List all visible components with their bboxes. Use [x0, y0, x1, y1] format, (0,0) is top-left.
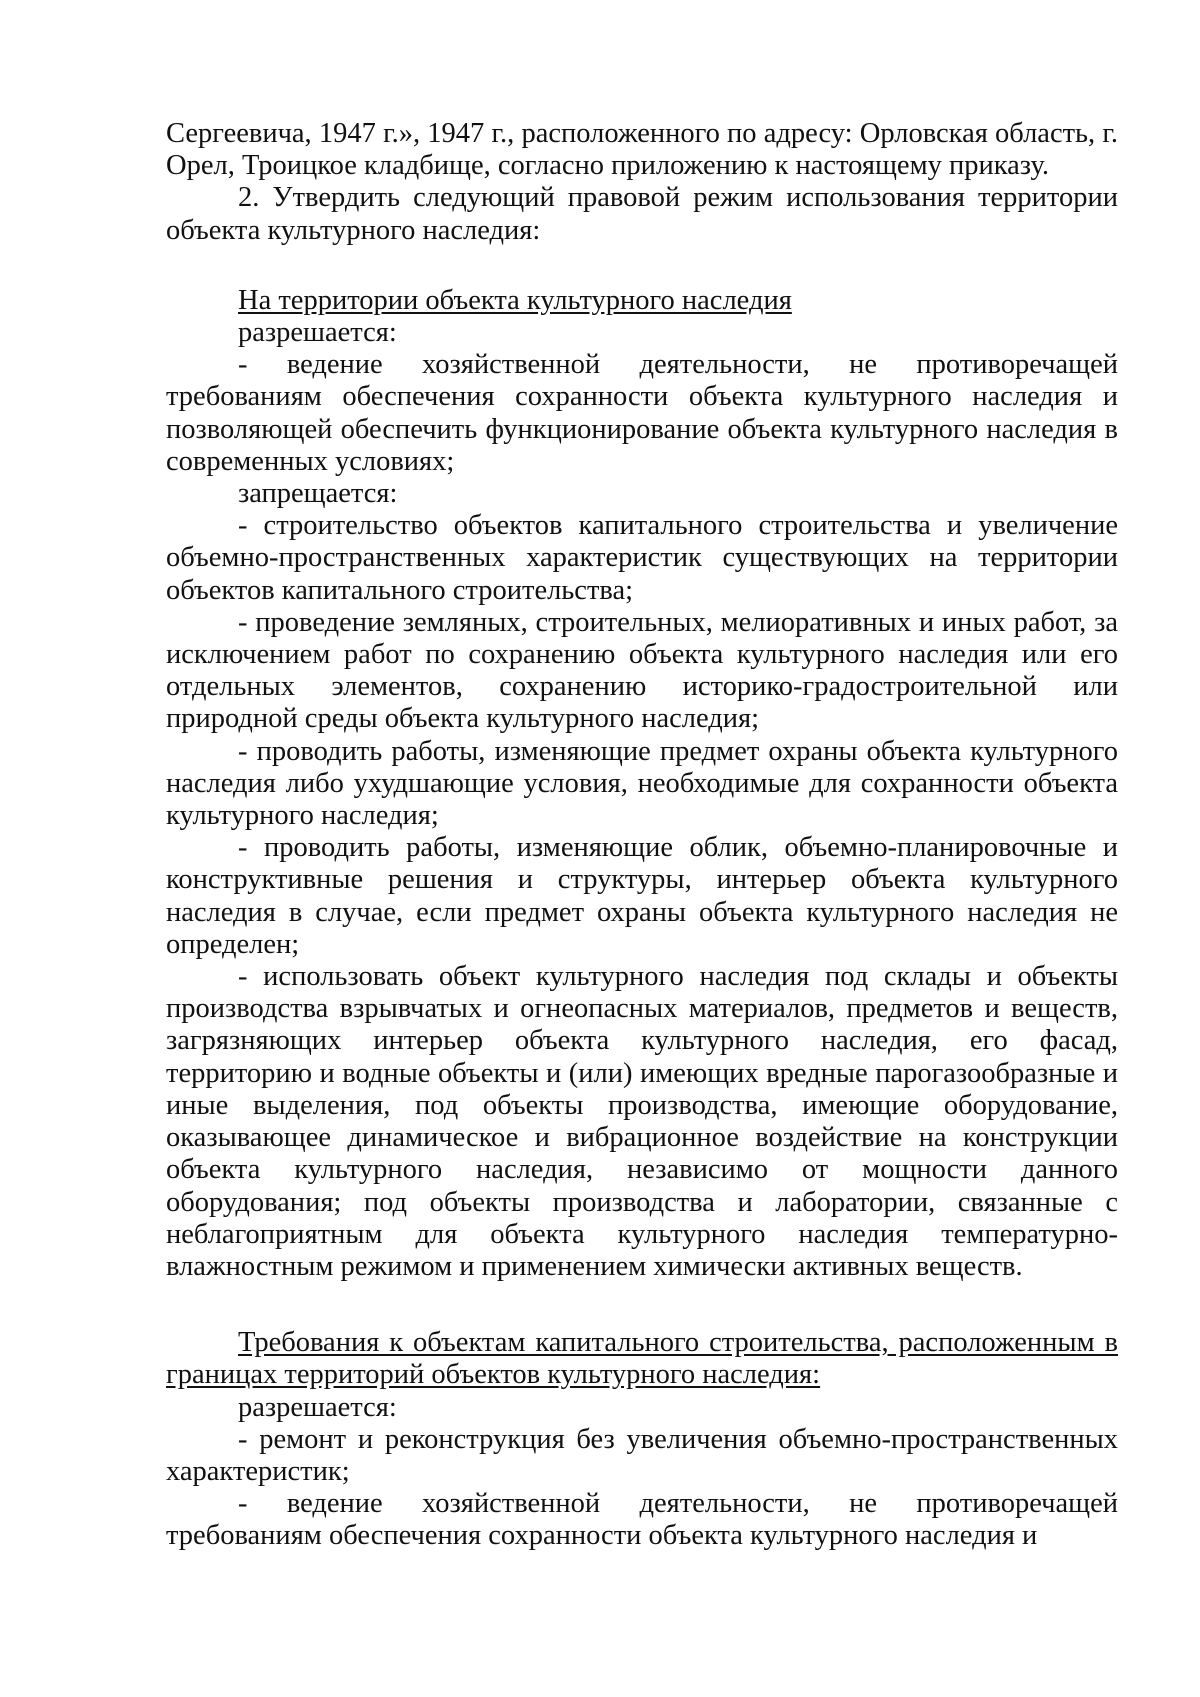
section-2-allowed-item: - ведение хозяйственной деятельности, не противоречащей требованиям обеспечения сохранности объекта культурного наследия и	[166, 1488, 1118, 1552]
section-2-heading: Требования к объектам капитального строительства, расположенным в границах территорий объектов культурного наследия:	[166, 1327, 1118, 1391]
section-1-forbidden-item: - проводить работы, изменяющие предмет охраны объекта культурного наследия либо ухудшающие условия, необходимые для сохранности объекта культурного наследия;	[166, 735, 1118, 832]
spacer	[166, 1283, 1118, 1327]
document-page	[166, 118, 1118, 1553]
section-1-forbidden-label: запрещается:	[238, 478, 398, 510]
section-1-forbidden-item: - использовать объект культурного наследия под склады и объекты производства взрывчатых и огнеопасных материалов, предметов и веществ, загрязняющих интерьер объекта культурного наследия, его фасад, территорию и водные объекты и (или) имеющих вредные парогазообразные и иные выделения, под объекты производства, имеющие оборудование, оказывающее динамическое и вибрационное воздействие на конструкции объекта культурного наследия, независимо от мощности данного оборудования; под объекты производства и лаборатории, связанные с неблагоприятным для объекта культурного наследия температурно-влажностным режимом и применением химически активных веществ.	[166, 961, 1118, 1282]
section-1-allowed-label: разрешается:	[238, 317, 397, 349]
section-1-forbidden-item: - строительство объектов капитального строительства и увеличение объемно-пространственных характеристик существующих на территории объектов капитального строительства;	[166, 510, 1118, 606]
item-2-paragraph: 2. Утвердить следующий правовой режим использования территории объекта культурного наследия:	[166, 182, 1118, 246]
section-1-allowed-item: - ведение хозяйственной деятельности, не противоречащей требованиям обеспечения сохранности объекта культурного наследия и позволяющей обеспечить функционирование объекта культурного наследия в современных условиях;	[166, 349, 1118, 477]
section-1-forbidden-item: - проводить работы, изменяющие облик, объемно-планировочные и конструктивные решения и структуры, интерьер объекта культурного наследия в случае, если предмет охраны объекта культурного наследия не определен;	[166, 832, 1118, 960]
section-2-allowed-item: - ремонт и реконструкция без увеличения объемно-пространственных характеристик;	[166, 1423, 1118, 1487]
section-1-forbidden-item: - проведение земляных, строительных, мелиоративных и иных работ, за исключением работ по сохранению объекта культурного наследия или его отдельных элементов, сохранению историко-градостроительной или природной среды объекта культурного наследия;	[166, 606, 1118, 735]
spacer	[166, 247, 1118, 285]
section-1-heading: На территории объекта культурного наследия	[238, 284, 792, 316]
section-2-allowed-label: разрешается:	[238, 1391, 397, 1423]
intro-continuation: Сергеевича, 1947 г.», 1947 г., расположенного по адресу: Орловская область, г. Орел, Троицкое кладбище, согласно приложению к настоящему приказу.	[166, 118, 1118, 182]
